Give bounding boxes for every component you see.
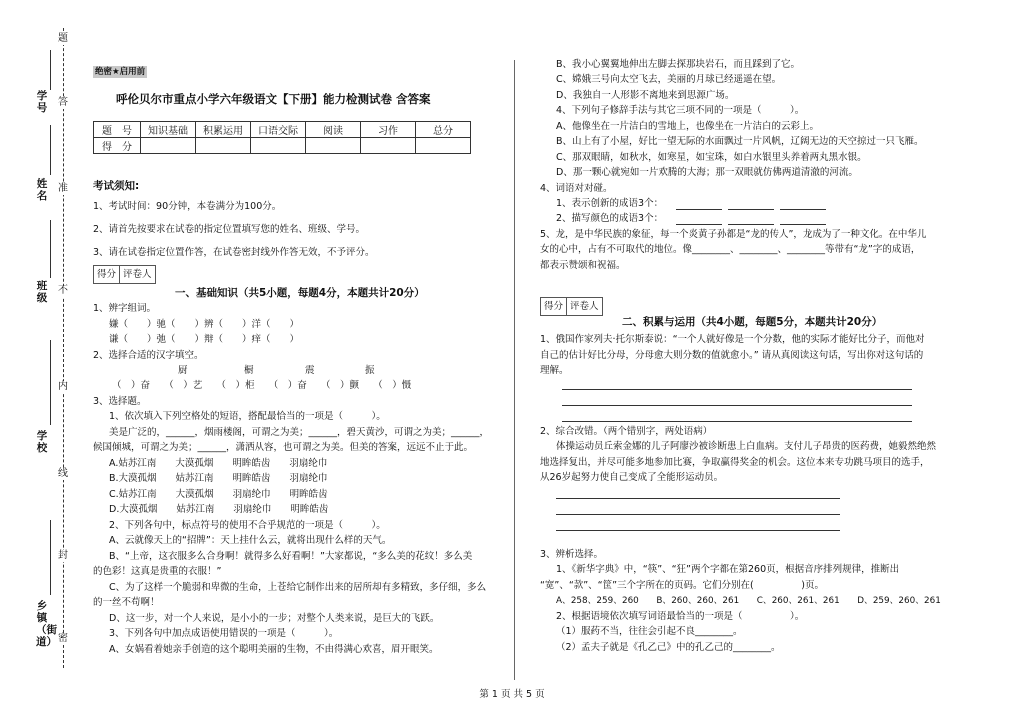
option-text: A、258、259、260 B、260、260、261 C、260、261、261 D、259、260、261 [556, 596, 941, 606]
question-text: 4、下列句子修辞手法与其它三项不同的一项是（ ）。 [556, 105, 805, 116]
option-text: B、我小心翼翼地伸出左脚去探那块岩石，而且踩到了它。 [556, 59, 801, 70]
option-text: A、云就像天上的“招牌”：天上挂什么云，就将出现什么样的天气。 [109, 535, 392, 546]
answer-blank[interactable] [676, 224, 722, 225]
q2-char-option: 振 [365, 365, 375, 376]
answer-line[interactable] [562, 421, 912, 422]
margin-blank-class [50, 220, 51, 278]
question-text: 都表示赞颂和祝福。 [540, 260, 626, 271]
answer-line[interactable] [556, 530, 840, 531]
seal-char: 答 [58, 97, 68, 108]
answer-blank[interactable] [676, 209, 722, 210]
seal-char: 密 [58, 633, 68, 644]
margin-blank-school [50, 340, 51, 425]
question-text: 嫌（ ）驰（ ）辨（ ）洋（ ） [109, 319, 300, 330]
question-text: 2、综合改错。（两个错别字，两处语病） [540, 426, 713, 437]
margin-label-school: 学校 [36, 430, 48, 454]
notice-item: 2、请首先按要求在试卷的指定位置填写您的姓名、班级、学号。 [93, 224, 366, 235]
option-text: D、这一步，对一个人来说，是小小的一步；对整个人类来说，是巨大的飞跃。 [109, 613, 440, 624]
score-cell[interactable] [416, 138, 471, 154]
scorer-box [93, 265, 156, 284]
scorer-box-score: 得分 [97, 269, 117, 280]
question-text: 地选择复出，并尽可能多地参加比赛，争取赢得奖金的机会。这位本来专功跳马项目的选手， [540, 457, 930, 468]
seal-char: 准 [58, 183, 68, 194]
answer-line[interactable] [556, 514, 840, 515]
option-text: C、为了这样一个脆弱和卑微的生命，上苍给它制作出来的居所却有多精致，多仔细，多么 [109, 582, 487, 593]
question-text: 美是广泛的，______，烟雨楼阁，可谓之为美；______，碧天黄沙，可谓之为美；______， [109, 427, 490, 438]
seal-char: 不 [58, 285, 68, 296]
confidential-badge: 绝密★启用前 [95, 67, 146, 77]
scorer-box-grader: 评卷人 [566, 298, 602, 315]
question-text: 2、描写颜色的成语3个： [556, 213, 664, 224]
question-text: 谦（ ）弛（ ）辩（ ）痒（ ） [109, 334, 300, 345]
question-text: （2）孟夫子就是《孔乙己》中的孔乙己的________。 [556, 642, 781, 653]
option-text: C.姑苏江南 大漠孤烟 羽扇纶巾 明眸皓齿 [109, 489, 328, 500]
option-text: D、我独自一人形影不离地来到思源广场。 [556, 90, 735, 101]
margin-blank-name [50, 125, 51, 175]
margin-label-name: 姓名 [36, 178, 48, 202]
question-text: 候国倾城，可谓之为美；______，潇洒从容，也可谓之为美。但美的答案，远远不止于此。 [93, 442, 474, 453]
margin-label-township: 乡镇（街道） [36, 600, 57, 648]
section1-title: 一、基础知识（共5小题，每题4分，本题共计20分） [175, 287, 425, 299]
score-cell[interactable] [141, 138, 196, 154]
score-cell[interactable] [361, 138, 416, 154]
answer-line[interactable] [556, 498, 840, 499]
question-text: 3、辨析选择。 [540, 549, 604, 560]
score-table [93, 121, 471, 154]
seal-char: 内 [58, 381, 68, 392]
score-table-row [94, 138, 471, 154]
margin-blank-student-id [50, 50, 51, 90]
question-text: 5、龙，是中华民族的象征，每一个炎黄子孙都是“龙的传人”，龙成为了一种文化。在中华儿 [540, 229, 927, 240]
score-cell[interactable] [251, 138, 306, 154]
q2-char-option: 橱 [244, 365, 254, 376]
option-text: D、那一颗心就宛如一片欢腾的大海；那一双眼就仿佛两道清澈的河流。 [556, 167, 858, 178]
score-cell[interactable] [196, 138, 251, 154]
seal-char: 封 [58, 550, 68, 561]
question-text: 女的心中，占有不可取代的地位。像________、________、________等带有“龙”字的成语， [540, 244, 921, 255]
answer-blank[interactable] [780, 209, 826, 210]
scorer-box [540, 297, 603, 316]
score-table-header: 题 号 [94, 122, 141, 138]
question-text: 4、词语对对碰。 [540, 183, 613, 194]
option-text: B、“上帝，这衣服多么合身啊！就得多么好看啊！”大家都说，“多么美的花纹！多么美 [109, 551, 473, 562]
score-table-header: 阅读 [306, 122, 361, 138]
question-text: 1、俄国作家列夫·托尔斯泰说：“一个人就好像是一个分数，他的实际才能好比分子，而他对 [540, 334, 925, 345]
seal-char: 线 [58, 468, 68, 479]
question-text: 体操运动员丘索金娜的儿子阿廖沙被诊断患上白血病。支付儿子昂贵的医药费，她毅然绝然 [556, 441, 937, 452]
question-text: 自己的估计好比分母，分母愈大则分数的值就愈小。” 请从真阅读这句话，写出你对这句话的 [540, 350, 924, 361]
question-text: 理解。 [540, 365, 569, 376]
q2-char-option: 震 [305, 365, 315, 376]
notice-title: 考试须知: [93, 180, 140, 192]
score-table-header: 口语交际 [251, 122, 306, 138]
margin-label-student-id: 学号 [36, 90, 48, 114]
option-text: A.姑苏江南 大漠孤烟 明眸皓齿 羽扇纶巾 [109, 458, 328, 469]
seal-line [63, 28, 64, 668]
notice-item: 3、请在试卷指定位置作答，在试卷密封线外作答无效，不予评分。 [93, 247, 375, 258]
q2-char-option: 厨 [178, 365, 188, 376]
answer-line[interactable] [562, 389, 912, 390]
question-text: （ ）奋 （ ）艺 （ ）柜 （ ）奋 （ ）颤 （ ）慑 [112, 380, 412, 391]
score-table-header-row [94, 122, 471, 138]
score-row-label: 得 分 [94, 138, 141, 154]
page-number: 第 1 页 共 5 页 [479, 689, 545, 700]
question-text: 从26岁起努力使自己变成了全能形运动员。 [540, 472, 724, 483]
question-text: 2、根据语境依次填写词语最恰当的一项是（ ）。 [556, 611, 805, 622]
page-title: 呼伦贝尔市重点小学六年级语文【下册】能力检测试卷 含答案 [116, 92, 431, 106]
answer-blank[interactable] [780, 224, 826, 225]
notice-item: 1、考试时间：90分钟，本卷满分为100分。 [93, 201, 282, 212]
option-text: D.大漠孤烟 姑苏江南 羽扇纶巾 明眸皓齿 [109, 504, 329, 515]
column-divider [514, 60, 515, 680]
scorer-box-grader: 评卷人 [119, 266, 155, 283]
option-text: C、嫦娥三号向太空飞去，美丽的月球已经遥遥在望。 [556, 74, 782, 85]
question-text: 3、选择题。 [93, 396, 147, 407]
scorer-box-score: 得分 [544, 301, 564, 312]
question-text: 1、表示创新的成语3个： [556, 198, 664, 209]
question-text: 2、选择合适的汉字填空。 [93, 350, 204, 361]
score-cell[interactable] [306, 138, 361, 154]
question-text: 1、《新华字典》中，“筷”、“狂”两个字都在第260页，根据音序排列规律，推断出 [556, 564, 900, 575]
score-table-header: 总分 [416, 122, 471, 138]
option-text: B、山上有了小屋，好比一望无际的水面飘过一片风帆，辽阔无边的天空掠过一只飞雁。 [556, 136, 924, 147]
option-text: 的色彩！这真是贵重的衣服！” [93, 566, 222, 577]
question-text: 3、下列各句中加点成语使用错误的一项是（ ）。 [109, 628, 339, 639]
option-text: A、他像坐在一片洁白的雪地上，也像坐在一片洁白的云彩上。 [556, 121, 819, 132]
option-text: B.大漠孤烟 姑苏江南 明眸皓齿 羽扇纶巾 [109, 473, 328, 484]
option-text: A、女娲看着她亲手创造的这个聪明美丽的生物，不由得满心欢喜，眉开眼笑。 [109, 644, 439, 655]
margin-blank-township [50, 520, 51, 595]
question-text: “宽”、“款”、“筐”三个字所在的页码。它们分别在( )页。 [540, 580, 824, 591]
seal-char: 题 [58, 33, 68, 44]
score-table-header: 知识基础 [141, 122, 196, 138]
section2-title: 二、积累与运用（共4小题，每题5分，本题共计20分） [622, 316, 883, 328]
answer-blank[interactable] [728, 224, 774, 225]
margin-label-class: 班级 [36, 280, 48, 304]
answer-blank[interactable] [728, 209, 774, 210]
question-text: （1）服药不当，往往会引起不良________。 [556, 626, 743, 637]
option-text: C、那双眼睛，如秋水，如寒星，如宝珠，如白水银里头养着两丸黑水银。 [556, 152, 867, 163]
answer-line[interactable] [562, 405, 912, 406]
option-text: 的一丝不苟啊！ [93, 597, 160, 608]
question-text: 2、下列各句中，标点符号的使用不合乎规范的一项是（ ）。 [109, 520, 386, 531]
question-text: 1、辨字组词。 [93, 303, 157, 314]
question-text: 1、依次填入下列空格处的短语，搭配最恰当的一项是（ ）。 [109, 411, 386, 422]
score-table-header: 习作 [361, 122, 416, 138]
score-table-header: 积累运用 [196, 122, 251, 138]
